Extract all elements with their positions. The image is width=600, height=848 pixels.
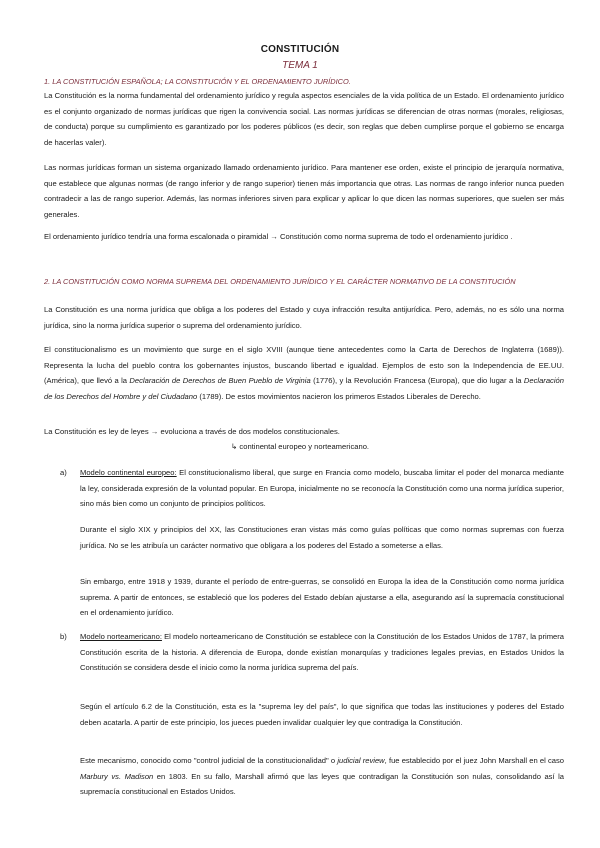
section-2-paragraph-2 bbox=[44, 342, 564, 404]
section-1-heading: 1. LA CONSTITUCIÓN ESPAÑOLA; LA CONSTITUCIÓN Y EL ORDENAMIENTO JURÍDICO. bbox=[44, 77, 351, 86]
model-b-text-3a: Este mecanismo, conocido como "control judicial de la constitucionalidad" o bbox=[80, 756, 338, 765]
model-a-marker: a) bbox=[60, 468, 67, 477]
p2-italic-virginia: Declaración de Derechos de Buen Pueblo de Virginia bbox=[129, 376, 311, 385]
model-b-italic-judicial-review: judicial review bbox=[337, 756, 385, 765]
section-2-sub-line: ↳ continental europeo y norteamericano. bbox=[230, 442, 370, 451]
p2-text-c: (1789). De estos movimientos nacieron los primeros Estados Liberales de Derecho. bbox=[197, 391, 481, 401]
model-a-label: Modelo continental europeo: bbox=[80, 468, 177, 477]
model-a-paragraph-1 bbox=[80, 465, 564, 512]
model-a-paragraph-3: Sin embargo, entre 1918 y 1939, durante el período de entre-guerras, se consolidó en Europa la idea de la Constitución como norma jurídica suprema. A partir de entonces, se estableció que los poderes del Estado debían ajustarse a ella, asegurando así la supremacía constitucional en el ordenamiento jurídico. bbox=[80, 577, 564, 617]
document-title: CONSTITUCIÓN bbox=[260, 44, 340, 55]
model-b-text-3b: , fue establecido por el juez John Marshall en el caso bbox=[384, 756, 564, 765]
model-b-paragraph-2: Según el artículo 6.2 de la Constitución, esta es la "suprema ley del país", lo que significa que todas las instituciones y poderes del Estado deben acatarla. A partir de este principio, los jueces pueden invalidar cualquier ley que contradiga la Constitución. bbox=[80, 702, 564, 727]
model-b-paragraph-1 bbox=[80, 629, 564, 676]
model-b-label: Modelo norteamericano: bbox=[80, 632, 162, 641]
model-a-text-1: El constitucionalismo liberal, que surge en Francia como modelo, buscaba limitar el poder del monarca mediante la ley, considerada expresión de la voluntad popular. En Europa, inicialmente no se reconocía la Constitución como una norma jurídica superior, sino más bien como un conjunto de principios políticos. bbox=[80, 468, 564, 508]
p2-text-b: (1776), y la Revolución Francesa (Europa), que dio lugar a la bbox=[310, 376, 524, 385]
model-b-text-3c: en 1803. En su fallo, Marshall afirmó que las leyes que contradigan la Constitución son nulas, consolidando así la supremacía constitucional en Estados Unidos. bbox=[80, 771, 564, 796]
section-2-paragraph-3: La Constitución es ley de leyes → evoluciona a través de dos modelos constitucionales. bbox=[44, 427, 340, 436]
p2-text-a: El constitucionalismo es un movimiento que surge en el siglo XVIII (aunque tiene antecedentes como la Carta de Derechos de Inglaterra (1689)). Representa la lucha del pueblo contra los gobernantes injustos, buscando libertad e igualdad. Ejemplos de esto son la Independencia de EE.UU. (América), que llevó a la bbox=[44, 345, 564, 385]
section-2-paragraph-1: La Constitución es una norma jurídica que obliga a los poderes del Estado y cuya infracción resulta antijurídica. Pero, además, no es sólo una norma jurídica, sino la norma jurídica superior o suprema del ordenamiento jurídico. bbox=[44, 305, 564, 330]
model-b-text-1: El modelo norteamericano de Constitución se establece con la Constitución de los Estados Unidos de 1787, la primera Constitución escrita de la historia. A diferencia de Europa, donde existían monarquías y tradiciones legales previas, en Estados Unidos la Constitución se considera desde el inicio como la norma jurídica suprema del país. bbox=[80, 632, 565, 672]
section-2-heading: 2. LA CONSTITUCIÓN COMO NORMA SUPREMA DEL ORDENAMIENTO JURÍDICO Y EL CARÁCTER NORMATIVO DE LA CONSTITUCIÓN bbox=[44, 277, 516, 286]
model-a-paragraph-2: Durante el siglo XIX y principios del XX, las Constituciones eran vistas más como guías políticas que como normas supremas con fuerza jurídica. No se les atribuía un carácter normativo que obligara a los poderes del Estado a someterse a ellas. bbox=[80, 525, 564, 550]
section-1-paragraph-3: El ordenamiento jurídico tendría una forma escalonada o piramidal → Constitución como norma suprema de todo el ordenamiento jurídico . bbox=[44, 232, 513, 241]
document-subtitle: TEMA 1 bbox=[282, 60, 318, 71]
p2-italic-declaracion: Declaración de los Derechos del Hombre y del Ciudadano bbox=[44, 376, 564, 401]
model-b-italic-marbury: Marbury vs. Madison bbox=[80, 771, 154, 781]
section-1-paragraph-2: Las normas jurídicas forman un sistema organizado llamado ordenamiento jurídico. Para mantener ese orden, existe el principio de jerarquía normativa, que establece que algunas normas (de rango inferior y de rango superior) tienen más importancia que otras. Las normas de rango inferior nunca pueden contradecir a las de rango superior. Además, las normas inferiores sirven para explicar y aplicar lo que dicen las normas superiores, que suelen ser más generales. bbox=[44, 163, 564, 219]
section-1-paragraph-1: La Constitución es la norma fundamental del ordenamiento jurídico y regula aspectos esenciales de la vida política de un Estado. El ordenamiento jurídico es el conjunto organizado de normas jurídicas que rigen la convivencia social. Las normas jurídicas se diferencian de otras normas (morales, religiosas, de conducta) porque su cumplimiento es garantizado por los poderes públicos (es decir, son reglas que deben cumplirse porque el gobierno se encarga de hacerlas valer). bbox=[44, 91, 564, 147]
model-b-paragraph-3 bbox=[80, 753, 564, 800]
model-b-marker: b) bbox=[60, 632, 67, 641]
